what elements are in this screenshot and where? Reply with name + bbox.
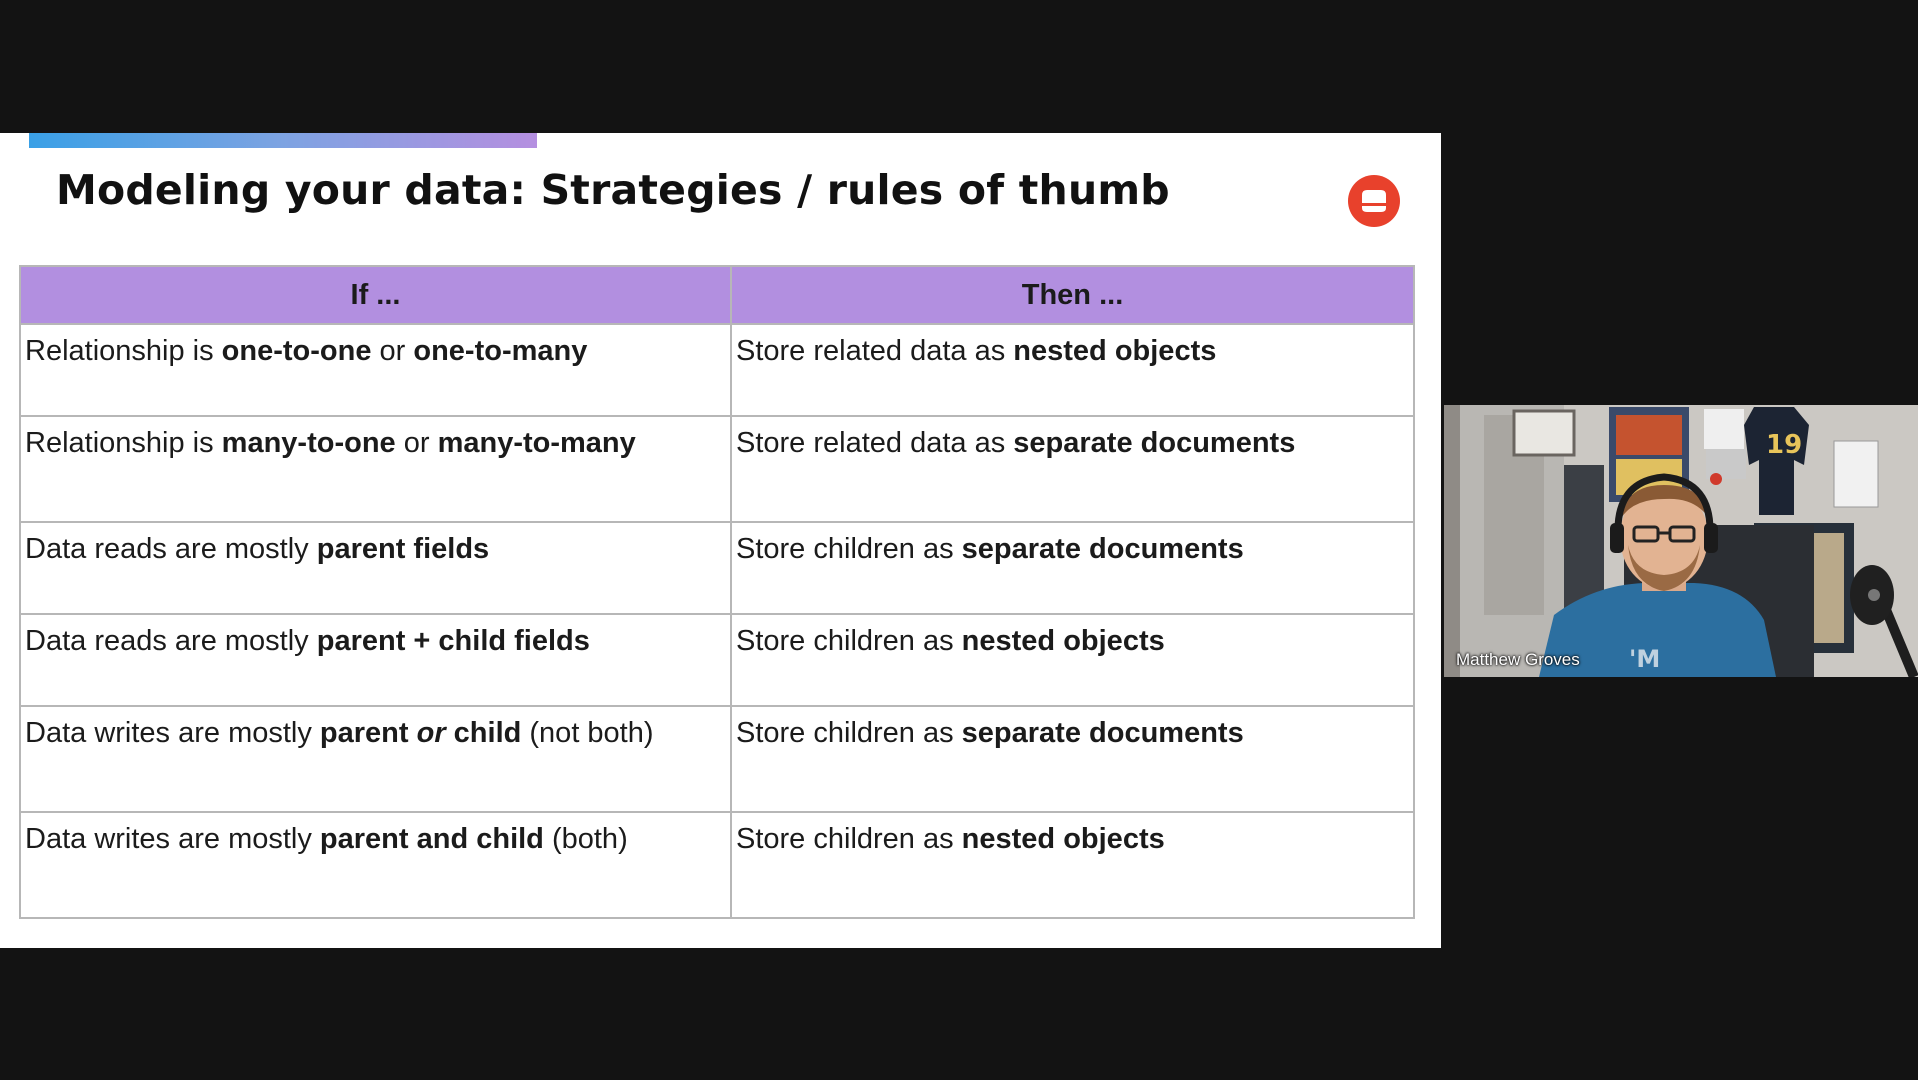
if-cell: Data writes are mostly parent or child (not both) [20,706,731,812]
presentation-slide [0,133,1441,948]
slide-title: Modeling your data: Strategies / rules of thumb [56,166,1170,214]
speaker-video-tile[interactable] [1444,405,1918,677]
then-cell: Store children as nested objects [731,614,1414,706]
webcam-feed [1444,405,1918,677]
couchbase-logo-icon [1348,175,1400,227]
table-row [20,324,1414,416]
then-cell: Store related data as nested objects [731,324,1414,416]
if-cell: Relationship is one-to-one or one-to-many [20,324,731,416]
table-header-row [20,266,1414,324]
column-header-if: If ... [20,266,731,324]
table-row [20,812,1414,918]
if-cell: Data writes are mostly parent and child (both) [20,812,731,918]
table-row [20,706,1414,812]
svg-text:'M: 'M [1629,645,1661,673]
jersey-number: 19 [1766,430,1803,460]
column-header-then: Then ... [731,266,1414,324]
table-row [20,614,1414,706]
slide-accent-bar [29,133,537,148]
if-cell: Data reads are mostly parent + child fields [20,614,731,706]
then-cell: Store related data as separate documents [731,416,1414,522]
if-cell: Relationship is many-to-one or many-to-many [20,416,731,522]
rules-table [19,265,1415,919]
then-cell: Store children as separate documents [731,706,1414,812]
table-row [20,522,1414,614]
then-cell: Store children as separate documents [731,522,1414,614]
speaker-name-label: Matthew Groves [1456,650,1580,669]
table-row [20,416,1414,522]
then-cell: Store children as nested objects [731,812,1414,918]
if-cell: Data reads are mostly parent fields [20,522,731,614]
